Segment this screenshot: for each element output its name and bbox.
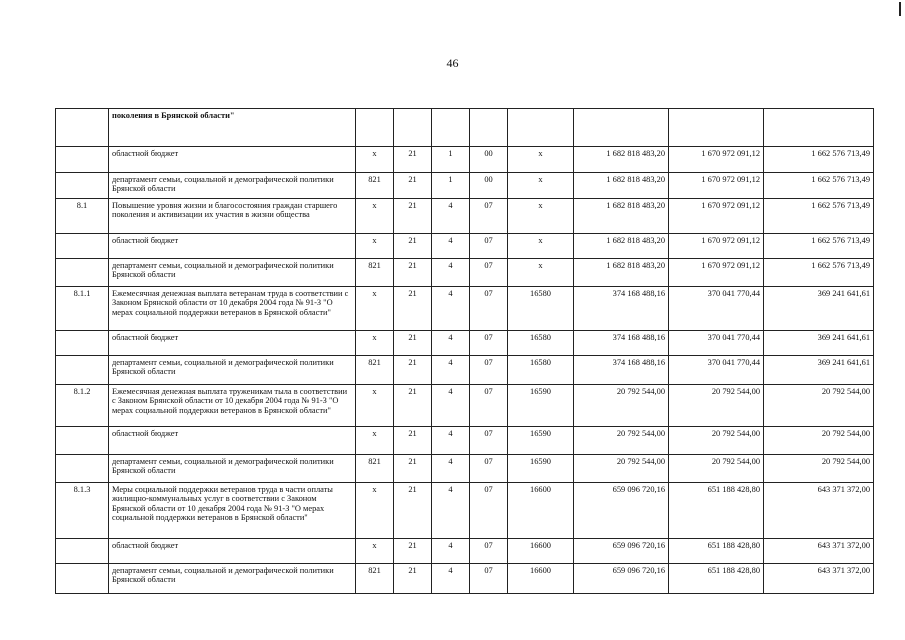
page-number: 46 — [446, 56, 459, 70]
amount-year-3: 643 371 372,00 — [764, 483, 874, 539]
amount-year-1: 374 168 488,16 — [574, 331, 669, 356]
row-name: Меры социальной поддержки ветеранов труда в части оплаты жилищно-коммунальных услуг в соответствии с Законом Брянской области от 10 декабря 2004 года № 91-З "О мерах социальной поддержки ветеранов в Брянской области" — [109, 483, 356, 539]
budget-table — [55, 108, 874, 594]
program-code: 07 — [470, 455, 508, 483]
row-name: Ежемесячная денежная выплата ветеранам труда в соответствии с Законом Брянской области от 10 декабря 2004 года № 91-З "О мерах социальной поддержки ветеранов в Брянской области" — [109, 287, 356, 331]
section-code: 21 — [394, 483, 432, 539]
amount-year-1: 659 096 720,16 — [574, 483, 669, 539]
row-name: поколения в Брянской области" — [109, 109, 356, 147]
row-number — [56, 173, 109, 199]
amount-year-2: 1 670 972 091,12 — [669, 173, 764, 199]
row-number: 8.1.2 — [56, 385, 109, 427]
program-code: 00 — [470, 147, 508, 173]
subsection-code: 4 — [432, 385, 470, 427]
subsection-code: 4 — [432, 199, 470, 234]
section-code: 21 — [394, 455, 432, 483]
admin-code: x — [356, 199, 394, 234]
subsection-code: 4 — [432, 331, 470, 356]
admin-code: x — [356, 287, 394, 331]
amount-year-1: 374 168 488,16 — [574, 356, 669, 385]
subsection-code: 4 — [432, 287, 470, 331]
table-row — [56, 259, 874, 287]
amount-year-2: 651 188 428,80 — [669, 483, 764, 539]
program-code: 07 — [470, 427, 508, 455]
amount-year-2: 1 670 972 091,12 — [669, 147, 764, 173]
section-code: 21 — [394, 199, 432, 234]
row-name: Ежемесячная денежная выплата труженикам тыла в соответствии с Законом Брянской области от 10 декабря 2004 года № 91-З "О мерах социальной поддержки ветеранов в Брянской области" — [109, 385, 356, 427]
row-name: департамент семьи, социальной и демографической политики Брянской области — [109, 564, 356, 594]
row-number — [56, 539, 109, 564]
program-code: 00 — [470, 173, 508, 199]
row-name: департамент семьи, социальной и демографической политики Брянской области — [109, 259, 356, 287]
section-code: 21 — [394, 331, 432, 356]
amount-year-1: 1 682 818 483,20 — [574, 147, 669, 173]
table-row — [56, 483, 874, 539]
expense-code: x — [508, 234, 574, 259]
table-row — [56, 199, 874, 234]
expense-code: 16580 — [508, 356, 574, 385]
program-code: 07 — [470, 259, 508, 287]
expense-code: 16600 — [508, 564, 574, 594]
program-code: 07 — [470, 234, 508, 259]
row-number — [56, 331, 109, 356]
amount-year-1: 1 682 818 483,20 — [574, 173, 669, 199]
table-row — [56, 287, 874, 331]
expense-code: 16580 — [508, 331, 574, 356]
admin-code: x — [356, 147, 394, 173]
row-number — [56, 427, 109, 455]
program-code: 07 — [470, 564, 508, 594]
program-code: 07 — [470, 483, 508, 539]
amount-year-2 — [669, 109, 764, 147]
expense-code: x — [508, 173, 574, 199]
amount-year-3: 643 371 372,00 — [764, 539, 874, 564]
row-number — [56, 234, 109, 259]
amount-year-2: 1 670 972 091,12 — [669, 259, 764, 287]
subsection-code: 4 — [432, 564, 470, 594]
table-row — [56, 427, 874, 455]
section-code — [394, 109, 432, 147]
table-row — [56, 539, 874, 564]
amount-year-2: 370 041 770,44 — [669, 287, 764, 331]
expense-code — [508, 109, 574, 147]
amount-year-3 — [764, 109, 874, 147]
program-code: 07 — [470, 539, 508, 564]
amount-year-2: 651 188 428,80 — [669, 539, 764, 564]
admin-code: x — [356, 331, 394, 356]
amount-year-1: 20 792 544,00 — [574, 385, 669, 427]
table-row — [56, 455, 874, 483]
admin-code: x — [356, 385, 394, 427]
table-row — [56, 147, 874, 173]
program-code — [470, 109, 508, 147]
program-code: 07 — [470, 356, 508, 385]
amount-year-1: 20 792 544,00 — [574, 427, 669, 455]
admin-code: 821 — [356, 356, 394, 385]
amount-year-2: 1 670 972 091,12 — [669, 199, 764, 234]
admin-code: 821 — [356, 455, 394, 483]
amount-year-1: 659 096 720,16 — [574, 564, 669, 594]
amount-year-2: 1 670 972 091,12 — [669, 234, 764, 259]
admin-code: x — [356, 234, 394, 259]
section-code: 21 — [394, 356, 432, 385]
amount-year-2: 370 041 770,44 — [669, 331, 764, 356]
amount-year-1: 1 682 818 483,20 — [574, 234, 669, 259]
row-number — [56, 564, 109, 594]
subsection-code: 4 — [432, 483, 470, 539]
table-row — [56, 109, 874, 147]
row-number: 8.1 — [56, 199, 109, 234]
program-code: 07 — [470, 199, 508, 234]
row-name: областной бюджет — [109, 427, 356, 455]
subsection-code: 4 — [432, 259, 470, 287]
amount-year-2: 370 041 770,44 — [669, 356, 764, 385]
section-code: 21 — [394, 259, 432, 287]
program-code: 07 — [470, 287, 508, 331]
expense-code: 16590 — [508, 455, 574, 483]
section-code: 21 — [394, 539, 432, 564]
row-name: Повышение уровня жизни и благосостояния граждан старшего поколения и активизации их участия в жизни общества — [109, 199, 356, 234]
row-name: областной бюджет — [109, 331, 356, 356]
amount-year-1: 1 682 818 483,20 — [574, 259, 669, 287]
table-row — [56, 234, 874, 259]
subsection-code: 4 — [432, 234, 470, 259]
row-number — [56, 109, 109, 147]
admin-code: 821 — [356, 173, 394, 199]
section-code: 21 — [394, 385, 432, 427]
table-row — [56, 331, 874, 356]
section-code: 21 — [394, 427, 432, 455]
amount-year-1: 20 792 544,00 — [574, 455, 669, 483]
amount-year-2: 20 792 544,00 — [669, 427, 764, 455]
row-number: 8.1.3 — [56, 483, 109, 539]
expense-code: 16600 — [508, 539, 574, 564]
subsection-code — [432, 109, 470, 147]
section-code: 21 — [394, 173, 432, 199]
amount-year-3: 20 792 544,00 — [764, 455, 874, 483]
subsection-code: 4 — [432, 455, 470, 483]
expense-code: 16590 — [508, 385, 574, 427]
admin-code: x — [356, 539, 394, 564]
table-row — [56, 564, 874, 594]
row-name: департамент семьи, социальной и демографической политики Брянской области — [109, 356, 356, 385]
table-row — [56, 356, 874, 385]
admin-code: x — [356, 427, 394, 455]
amount-year-3: 20 792 544,00 — [764, 385, 874, 427]
section-code: 21 — [394, 564, 432, 594]
amount-year-3: 1 662 576 713,49 — [764, 199, 874, 234]
budget-table-body — [56, 109, 874, 594]
amount-year-2: 20 792 544,00 — [669, 455, 764, 483]
amount-year-3: 1 662 576 713,49 — [764, 234, 874, 259]
row-name: департамент семьи, социальной и демографической политики Брянской области — [109, 173, 356, 199]
admin-code: x — [356, 483, 394, 539]
program-code: 07 — [470, 385, 508, 427]
subsection-code: 1 — [432, 173, 470, 199]
row-name: областной бюджет — [109, 539, 356, 564]
admin-code — [356, 109, 394, 147]
amount-year-3: 1 662 576 713,49 — [764, 147, 874, 173]
amount-year-1: 374 168 488,16 — [574, 287, 669, 331]
expense-code: x — [508, 199, 574, 234]
amount-year-1: 659 096 720,16 — [574, 539, 669, 564]
amount-year-3: 20 792 544,00 — [764, 427, 874, 455]
amount-year-3: 1 662 576 713,49 — [764, 173, 874, 199]
section-code: 21 — [394, 234, 432, 259]
expense-code: 16600 — [508, 483, 574, 539]
table-row — [56, 385, 874, 427]
amount-year-1: 1 682 818 483,20 — [574, 199, 669, 234]
admin-code: 821 — [356, 564, 394, 594]
expense-code: x — [508, 147, 574, 173]
section-code: 21 — [394, 287, 432, 331]
subsection-code: 1 — [432, 147, 470, 173]
row-name: областной бюджет — [109, 147, 356, 173]
table-row — [56, 173, 874, 199]
amount-year-3: 369 241 641,61 — [764, 331, 874, 356]
amount-year-2: 651 188 428,80 — [669, 564, 764, 594]
expense-code: 16590 — [508, 427, 574, 455]
subsection-code: 4 — [432, 427, 470, 455]
amount-year-2: 20 792 544,00 — [669, 385, 764, 427]
amount-year-3: 643 371 372,00 — [764, 564, 874, 594]
row-number — [56, 147, 109, 173]
row-number: 8.1.1 — [56, 287, 109, 331]
amount-year-1 — [574, 109, 669, 147]
amount-year-3: 1 662 576 713,49 — [764, 259, 874, 287]
row-name: департамент семьи, социальной и демографической политики Брянской области — [109, 455, 356, 483]
row-number — [56, 356, 109, 385]
expense-code: x — [508, 259, 574, 287]
amount-year-3: 369 241 641,61 — [764, 287, 874, 331]
subsection-code: 4 — [432, 356, 470, 385]
section-code: 21 — [394, 147, 432, 173]
amount-year-3: 369 241 641,61 — [764, 356, 874, 385]
page-edge-mark — [899, 2, 901, 16]
program-code: 07 — [470, 331, 508, 356]
expense-code: 16580 — [508, 287, 574, 331]
row-number — [56, 259, 109, 287]
row-number — [56, 455, 109, 483]
subsection-code: 4 — [432, 539, 470, 564]
row-name: областной бюджет — [109, 234, 356, 259]
admin-code: 821 — [356, 259, 394, 287]
